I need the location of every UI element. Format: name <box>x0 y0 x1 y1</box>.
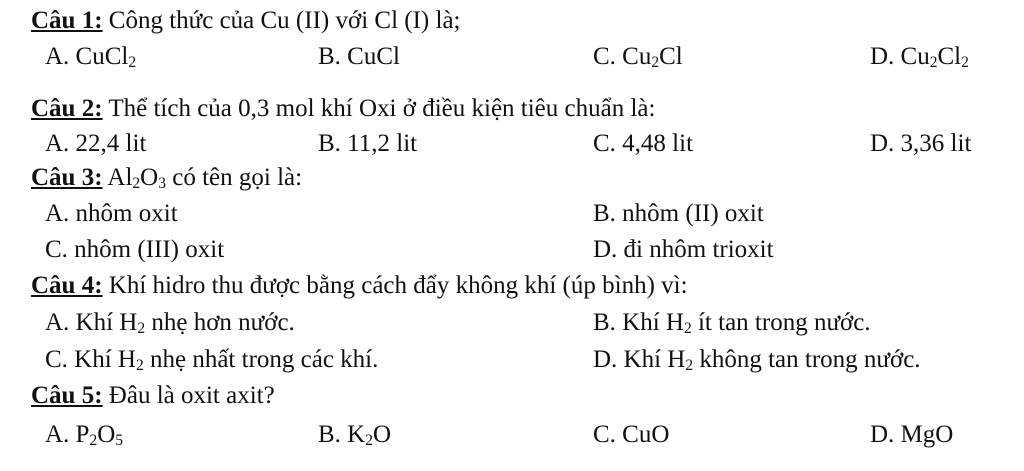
subscript: 2 <box>683 320 692 338</box>
text-run: D. MgO <box>870 421 954 448</box>
answer-option-b <box>593 305 871 341</box>
answer-option-a <box>45 417 123 453</box>
options-row <box>0 417 1024 453</box>
question-label: Câu 5: <box>31 382 103 409</box>
options-row <box>0 232 1024 268</box>
answer-option-b <box>318 417 391 453</box>
text-run: Thể tích của 0,3 mol khí Oxi ở điều kiện tiêu chuẩn là: <box>102 95 656 122</box>
question-label: Câu 2: <box>31 95 103 122</box>
text-run: B. CuCl <box>318 43 400 70</box>
text-run: D. Khí H <box>593 346 686 373</box>
answer-option-a <box>45 305 295 341</box>
answer-option-d <box>870 39 969 75</box>
question-text <box>103 164 303 191</box>
question-1 <box>0 3 1024 39</box>
answer-option-d <box>870 126 971 162</box>
answer-option-a <box>45 126 146 162</box>
text-run: O <box>372 421 392 448</box>
text-run: Cl <box>937 43 962 70</box>
text-run: nhẹ nhất trong các khí. <box>143 346 379 373</box>
question-5 <box>0 378 1024 414</box>
subscript: 2 <box>135 357 144 375</box>
text-run: không tan trong nước. <box>693 346 921 373</box>
answer-option-c <box>45 342 378 378</box>
text-run: C. nhôm (III) oxit <box>45 236 225 263</box>
question-text <box>103 382 275 409</box>
subscript: 2 <box>89 432 98 450</box>
text-run: D. Cu <box>870 43 930 70</box>
question-4 <box>0 268 1024 304</box>
question-label: Câu 3: <box>31 164 103 191</box>
question-3 <box>0 160 1024 196</box>
answer-option-b <box>593 196 764 232</box>
text-run: Al <box>102 164 133 191</box>
text-run: C. Cu <box>593 43 652 70</box>
text-run: B. nhôm (II) oxit <box>593 200 764 227</box>
text-run: A. nhôm oxit <box>45 200 178 227</box>
options-row <box>0 196 1024 232</box>
text-run: A. CuCl <box>45 43 129 70</box>
options-row <box>0 39 1024 75</box>
text-run: B. 11,2 lit <box>318 130 418 157</box>
text-run: Đâu là oxit axit? <box>102 382 275 409</box>
subscript: 3 <box>158 175 166 193</box>
answer-option-b <box>318 39 400 75</box>
subscript: 2 <box>137 320 146 338</box>
answer-option-c <box>593 39 683 75</box>
text-run: O <box>97 421 116 448</box>
question-2 <box>0 91 1024 127</box>
answer-option-c <box>593 417 669 453</box>
question-label: Câu 1: <box>31 7 103 34</box>
answer-option-c <box>45 232 224 268</box>
subscript: 2 <box>929 54 938 72</box>
text-run: nhẹ hơn nước. <box>145 309 295 336</box>
text-run: Công thức của Cu (II) với Cl (I) là; <box>102 7 461 34</box>
answer-option-b <box>318 126 417 162</box>
text-run: ít tan trong nước. <box>691 309 871 336</box>
answer-option-a <box>45 196 178 232</box>
subscript: 2 <box>961 54 969 72</box>
answer-option-a <box>45 39 136 75</box>
text-run: Cl <box>659 43 683 70</box>
options-row <box>0 305 1024 341</box>
text-run: B. K <box>318 421 366 448</box>
answer-option-d <box>593 232 774 268</box>
question-text <box>103 272 688 299</box>
options-row <box>0 126 1024 162</box>
text-run: O <box>140 164 159 191</box>
question-label: Câu 4: <box>31 272 103 299</box>
answer-option-d <box>870 417 953 453</box>
subscript: 2 <box>685 357 694 375</box>
text-run: A. Khí H <box>45 309 138 336</box>
subscript: 2 <box>365 432 373 450</box>
text-run: D. đi nhôm trioxit <box>593 236 774 263</box>
text-run: D. 3,36 lit <box>870 130 972 157</box>
subscript: 2 <box>128 54 137 72</box>
subscript: 5 <box>115 432 124 450</box>
answer-option-d <box>593 342 921 378</box>
text-run: A. 22,4 lit <box>45 130 147 157</box>
text-run: có tên gọi là: <box>165 164 303 191</box>
question-text <box>103 7 461 34</box>
subscript: 2 <box>651 54 660 72</box>
answer-option-c <box>593 126 693 162</box>
options-row <box>0 342 1024 378</box>
question-text <box>103 95 656 122</box>
text-run: C. Khí H <box>45 346 136 373</box>
subscript: 2 <box>132 175 141 193</box>
text-run: C. 4,48 lit <box>593 130 694 157</box>
text-run: C. CuO <box>593 421 670 448</box>
text-run: B. Khí H <box>593 309 684 336</box>
text-run: Khí hidro thu được bằng cách đẩy không khí (úp bình) vì: <box>102 272 688 299</box>
text-run: A. P <box>45 421 90 448</box>
